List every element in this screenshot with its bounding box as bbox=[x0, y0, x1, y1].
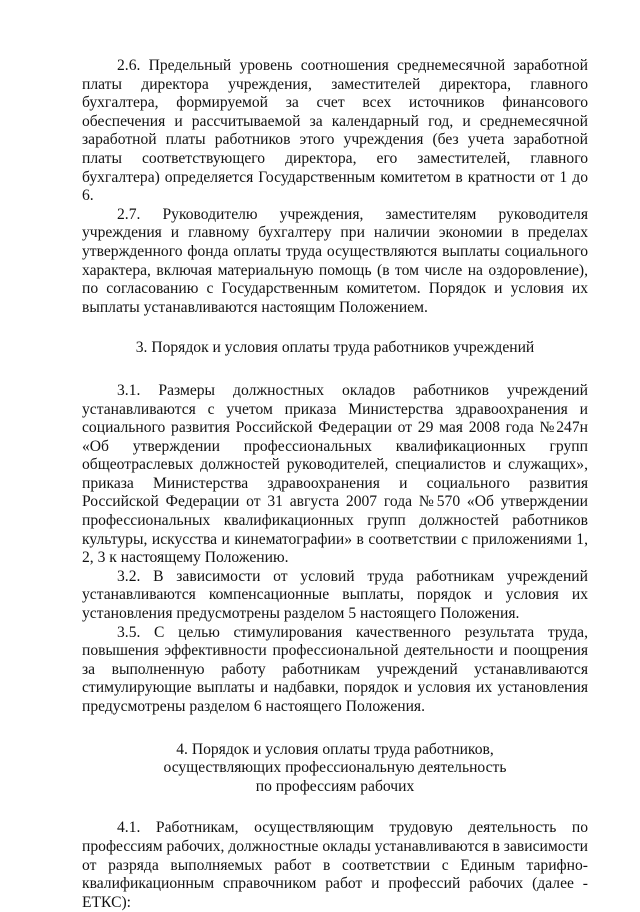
section-4-heading-line-2: осуществляющих профессиональную деятельность bbox=[163, 759, 507, 777]
section-3-heading: 3. Порядок и условия оплаты труда работников учреждений bbox=[135, 339, 535, 357]
section-4-heading-line-3: по профессиям рабочих bbox=[255, 777, 415, 795]
section-4-heading-line-1: 4. Порядок и условия оплаты труда работников, bbox=[176, 740, 494, 758]
section-3-heading-block bbox=[82, 339, 588, 358]
paragraph-2-6: 2.6. Предельный уровень соотношения среднемесячной заработной платы директора учреждения, заместителей директора, главного бухгалтера, формируемой за счет всех источников финансового обеспечения и рассчитываемой за календарный год, и среднемесячной заработной платы работников этого учреждения (без учета заработной платы соответствующего директора, его заместителей, главного бухгалтера) определяется Государственным комитетом в кратности от 1 до 6. bbox=[82, 57, 588, 205]
paragraph-3-2: 3.2. В зависимости от условий труда работникам учреждений устанавливаются компенсационные выплаты, порядок и условия их установления предусмотрены разделом 5 настоящего Положения. bbox=[82, 567, 588, 623]
paragraph-3-1: 3.1. Размеры должностных окладов работников учреждений устанавливаются с учетом приказа Министерства здравоохранения и социального развития Российской Федерации от 29 мая 2008 года №247н «Об утверждении профессиональных квалификационных групп общеотраслевых должностей руководителей, специалистов и служащих», приказа Министерства здравоохранения и социального развития Российской Федерации от 31 августа 2007 года №570 «Об утверждении профессиональных квалификационных групп должностей работников культуры, искусства и кинематографии» в соответствии с приложениями 1, 2, 3 к настоящему Положению. bbox=[82, 381, 588, 567]
paragraph-2-7: 2.7. Руководителю учреждения, заместителям руководителя учреждения и главному бухгалтеру при наличии экономии в пределах утвержденного фонда оплаты труда осуществляются выплаты социального характера, включая материальную помощь (в том числе на оздоровление), по согласованию с Государственным комитетом. Порядок и условия их выплаты устанавливаются настоящим Положением. bbox=[82, 205, 588, 316]
paragraph-3-5: 3.5. С целью стимулирования качественного результата труда, повышения эффективности профессиональной деятельности и поощрения за выполненную работу работникам учреждений устанавливаются стимулирующие выплаты и надбавки, порядок и условия их установления предусмотрены разделом 6 настоящего Положения. bbox=[82, 623, 588, 715]
paragraph-4-1: 4.1. Работникам, осуществляющим трудовую деятельность по профессиям рабочих, должностные оклады устанавливаются в зависимости от разряда выполняемых работ в соответствии с Единым тарифно-квалификационным справочником работ и профессий рабочих (далее - ЕТКС): bbox=[82, 819, 588, 911]
section-4-heading-block bbox=[82, 741, 588, 797]
